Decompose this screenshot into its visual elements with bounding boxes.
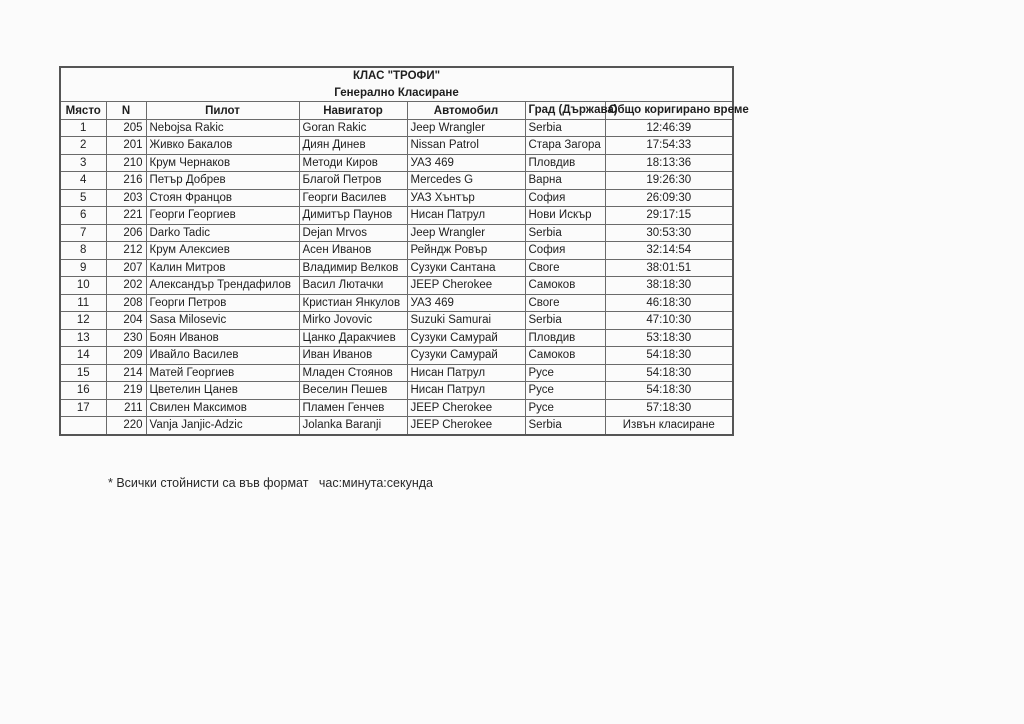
cell-number: 230	[106, 329, 146, 347]
cell-navigator: Благой Петров	[299, 172, 407, 190]
table-row	[60, 417, 733, 435]
header-place: Място	[60, 102, 106, 120]
cell-car: JEEP Cherokee	[407, 399, 525, 417]
table-row	[60, 364, 733, 382]
cell-car: Нисан Патрул	[407, 364, 525, 382]
table-row	[60, 242, 733, 260]
table-row	[60, 347, 733, 365]
cell-navigator: Диян Динев	[299, 137, 407, 155]
table-row	[60, 277, 733, 295]
cell-navigator: Цанко Даракчиев	[299, 329, 407, 347]
table-row	[60, 259, 733, 277]
header-city: Град (Държава)	[525, 102, 605, 120]
cell-car: Рейндж Ровър	[407, 242, 525, 260]
cell-place: 11	[60, 294, 106, 312]
cell-time: 54:18:30	[605, 347, 733, 365]
header-row	[60, 102, 733, 120]
cell-city: Русе	[525, 399, 605, 417]
cell-pilot: Vanja Janjic-Adzic	[146, 417, 299, 435]
cell-place: 15	[60, 364, 106, 382]
cell-car: Нисан Патрул	[407, 207, 525, 225]
cell-number: 220	[106, 417, 146, 435]
table-row	[60, 224, 733, 242]
cell-city: Своге	[525, 259, 605, 277]
cell-city: Своге	[525, 294, 605, 312]
cell-car: УАЗ 469	[407, 154, 525, 172]
cell-car: УАЗ 469	[407, 294, 525, 312]
cell-time: 30:53:30	[605, 224, 733, 242]
cell-car: Сузуки Самурай	[407, 347, 525, 365]
cell-place: 3	[60, 154, 106, 172]
cell-city: Пловдив	[525, 329, 605, 347]
cell-navigator: Младен Стоянов	[299, 364, 407, 382]
cell-number: 204	[106, 312, 146, 330]
cell-pilot: Nebojsa Rakic	[146, 119, 299, 137]
table-row	[60, 382, 733, 400]
cell-number: 212	[106, 242, 146, 260]
cell-car: Jeep Wrangler	[407, 119, 525, 137]
cell-pilot: Георги Георгиев	[146, 207, 299, 225]
header-car: Автомобил	[407, 102, 525, 120]
cell-navigator: Dejan Mrvos	[299, 224, 407, 242]
cell-number: 203	[106, 189, 146, 207]
cell-place: 5	[60, 189, 106, 207]
cell-city: Serbia	[525, 119, 605, 137]
subtitle-row	[60, 85, 733, 102]
cell-time: 54:18:30	[605, 382, 733, 400]
cell-pilot: Цветелин Цанев	[146, 382, 299, 400]
cell-number: 209	[106, 347, 146, 365]
cell-pilot: Крум Алексиев	[146, 242, 299, 260]
cell-time: 17:54:33	[605, 137, 733, 155]
table-row	[60, 399, 733, 417]
table-row	[60, 172, 733, 190]
cell-time: 57:18:30	[605, 399, 733, 417]
cell-time: 47:10:30	[605, 312, 733, 330]
cell-pilot: Sasa Milosevic	[146, 312, 299, 330]
cell-pilot: Свилен Максимов	[146, 399, 299, 417]
cell-time: 53:18:30	[605, 329, 733, 347]
cell-navigator: Mirko Jovovic	[299, 312, 407, 330]
results-table	[59, 66, 749, 436]
cell-place: 6	[60, 207, 106, 225]
table-row	[60, 154, 733, 172]
header-pilot: Пилот	[146, 102, 299, 120]
cell-place: 14	[60, 347, 106, 365]
cell-place: 4	[60, 172, 106, 190]
cell-navigator: Методи Киров	[299, 154, 407, 172]
cell-car: Jeep Wrangler	[407, 224, 525, 242]
cell-time: 46:18:30	[605, 294, 733, 312]
cell-city: Пловдив	[525, 154, 605, 172]
cell-pilot: Матей Георгиев	[146, 364, 299, 382]
cell-place: 13	[60, 329, 106, 347]
cell-navigator: Васил Лютачки	[299, 277, 407, 295]
cell-number: 211	[106, 399, 146, 417]
cell-place: 9	[60, 259, 106, 277]
cell-car: УАЗ Хънтър	[407, 189, 525, 207]
cell-place: 7	[60, 224, 106, 242]
cell-time: 26:09:30	[605, 189, 733, 207]
cell-car: Сузуки Самурай	[407, 329, 525, 347]
cell-place: 10	[60, 277, 106, 295]
cell-time: 38:18:30	[605, 277, 733, 295]
cell-car: JEEP Cherokee	[407, 277, 525, 295]
cell-car: JEEP Cherokee	[407, 417, 525, 435]
cell-number: 205	[106, 119, 146, 137]
cell-pilot: Darko Tadic	[146, 224, 299, 242]
cell-time: 29:17:15	[605, 207, 733, 225]
cell-pilot: Боян Иванов	[146, 329, 299, 347]
cell-navigator: Иван Иванов	[299, 347, 407, 365]
table-row	[60, 294, 733, 312]
header-time: Общо коригирано време	[605, 102, 733, 120]
cell-number: 221	[106, 207, 146, 225]
header-navigator: Навигатор	[299, 102, 407, 120]
cell-city: Стара Загора	[525, 137, 605, 155]
cell-navigator: Асен Иванов	[299, 242, 407, 260]
table-row	[60, 312, 733, 330]
cell-place: 17	[60, 399, 106, 417]
cell-number: 207	[106, 259, 146, 277]
cell-time: 18:13:36	[605, 154, 733, 172]
cell-car: Suzuki Samurai	[407, 312, 525, 330]
cell-time: 12:46:39	[605, 119, 733, 137]
cell-car: Сузуки Сантана	[407, 259, 525, 277]
cell-number: 208	[106, 294, 146, 312]
cell-navigator: Веселин Пешев	[299, 382, 407, 400]
cell-city: Serbia	[525, 312, 605, 330]
table-subtitle: Генерално Класиране	[60, 85, 733, 102]
cell-number: 201	[106, 137, 146, 155]
table-row	[60, 189, 733, 207]
cell-navigator: Кристиан Янкулов	[299, 294, 407, 312]
cell-navigator: Георги Василев	[299, 189, 407, 207]
cell-navigator: Jolanka Baranji	[299, 417, 407, 435]
cell-pilot: Георги Петров	[146, 294, 299, 312]
cell-pilot: Калин Митров	[146, 259, 299, 277]
cell-city: Нови Искър	[525, 207, 605, 225]
cell-number: 216	[106, 172, 146, 190]
header-number: N	[106, 102, 146, 120]
cell-place: 8	[60, 242, 106, 260]
cell-place: 1	[60, 119, 106, 137]
cell-navigator: Димитър Паунов	[299, 207, 407, 225]
cell-place: 16	[60, 382, 106, 400]
cell-time: Извън класиране	[605, 417, 733, 435]
cell-car: Mercedes G	[407, 172, 525, 190]
table-row	[60, 329, 733, 347]
cell-pilot: Александър Трендафилов	[146, 277, 299, 295]
cell-number: 210	[106, 154, 146, 172]
cell-time: 32:14:54	[605, 242, 733, 260]
cell-pilot: Петър Добрев	[146, 172, 299, 190]
cell-city: Русе	[525, 382, 605, 400]
cell-time: 19:26:30	[605, 172, 733, 190]
table-row	[60, 119, 733, 137]
cell-car: Нисан Патрул	[407, 382, 525, 400]
cell-pilot: Живко Бакалов	[146, 137, 299, 155]
table-body	[60, 67, 749, 435]
cell-city: Serbia	[525, 417, 605, 435]
cell-pilot: Крум Чернаков	[146, 154, 299, 172]
cell-number: 219	[106, 382, 146, 400]
cell-place: 2	[60, 137, 106, 155]
table-row	[60, 207, 733, 225]
cell-place: 12	[60, 312, 106, 330]
cell-number: 202	[106, 277, 146, 295]
cell-city: София	[525, 242, 605, 260]
table-title: КЛАС "ТРОФИ"	[60, 67, 733, 85]
cell-city: Русе	[525, 364, 605, 382]
footnote: * Всички стойнисти са във формат час:минута:секунда	[108, 476, 433, 490]
cell-navigator: Goran Rakic	[299, 119, 407, 137]
cell-city: Самоков	[525, 347, 605, 365]
cell-time: 54:18:30	[605, 364, 733, 382]
cell-navigator: Владимир Велков	[299, 259, 407, 277]
cell-number: 214	[106, 364, 146, 382]
cell-time: 38:01:51	[605, 259, 733, 277]
cell-city: София	[525, 189, 605, 207]
cell-car: Nissan Patrol	[407, 137, 525, 155]
cell-number: 206	[106, 224, 146, 242]
cell-city: Варна	[525, 172, 605, 190]
title-row	[60, 67, 733, 85]
cell-place	[60, 417, 106, 435]
cell-navigator: Пламен Генчев	[299, 399, 407, 417]
cell-pilot: Ивайло Василев	[146, 347, 299, 365]
cell-city: Serbia	[525, 224, 605, 242]
cell-pilot: Стоян Францов	[146, 189, 299, 207]
cell-city: Самоков	[525, 277, 605, 295]
table-row	[60, 137, 733, 155]
